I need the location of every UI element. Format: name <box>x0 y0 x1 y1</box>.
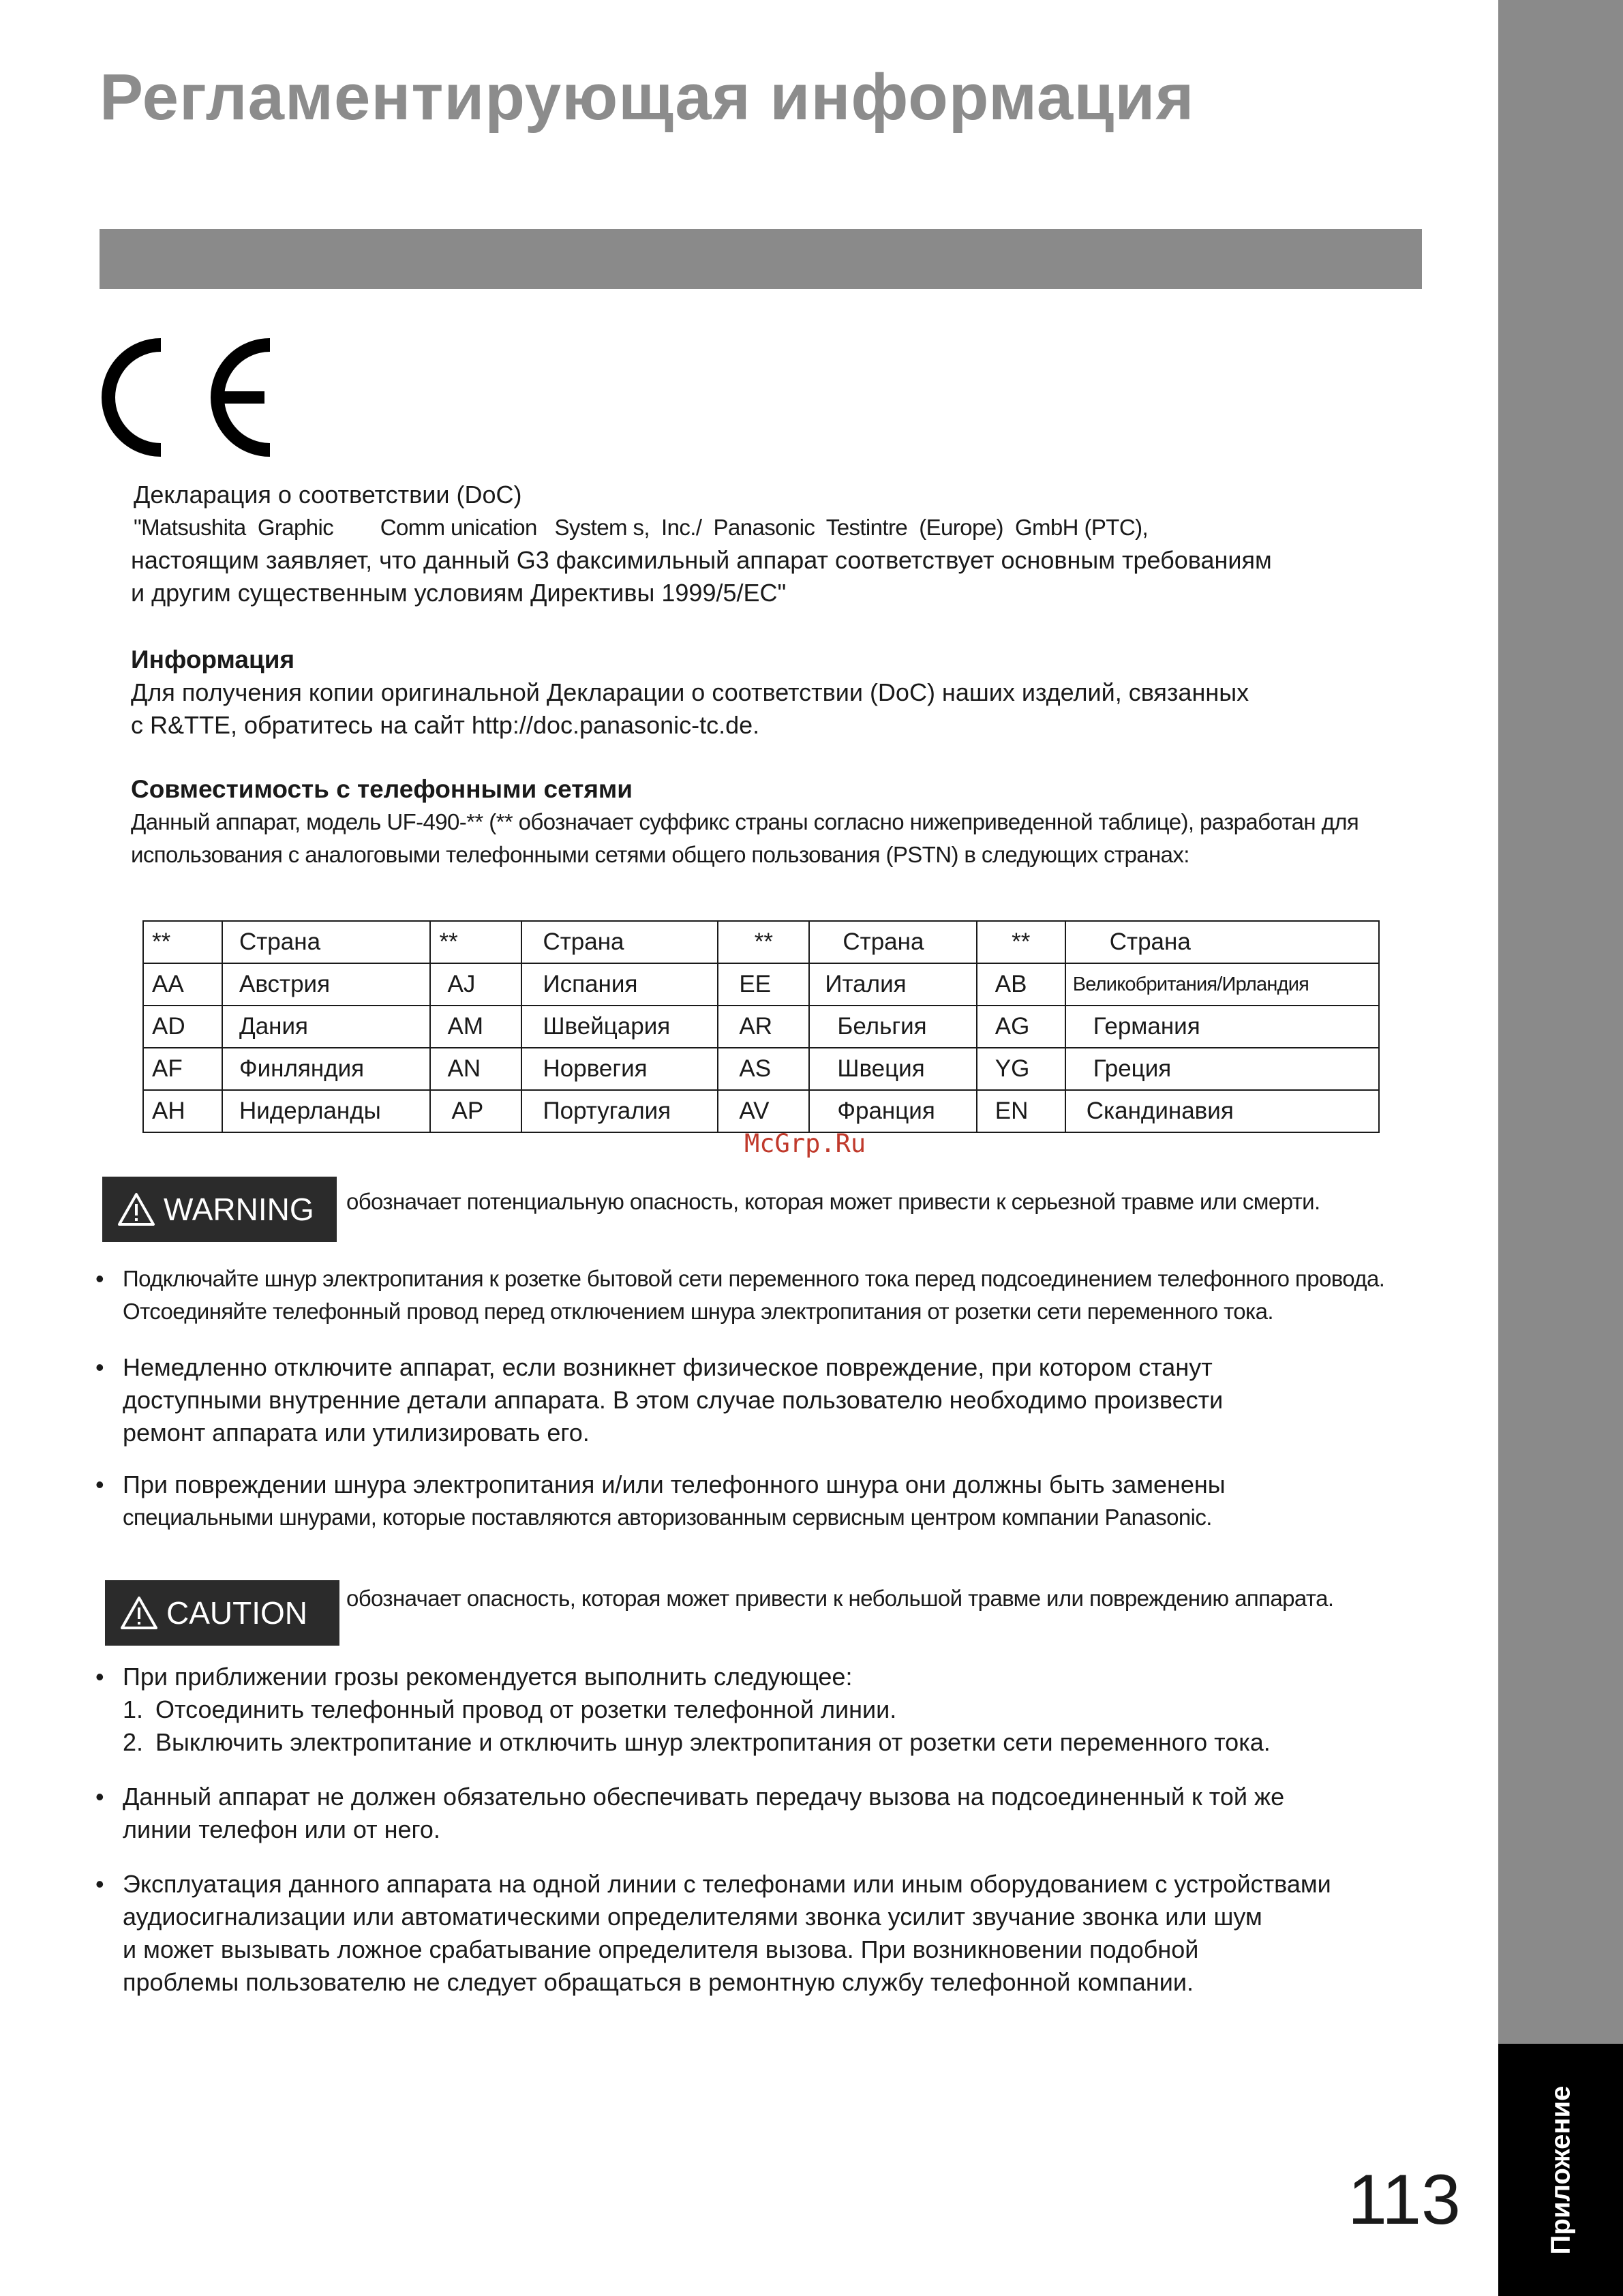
warning-bullet-3-line-1: • При повреждении шнура электропитания и/или телефонного шнура они должны быть заменены <box>123 1470 1226 1498</box>
caution-bullet-3-line-1: • Эксплуатация данного аппарата на одной линии с телефонами или иным оборудованием с устройствами <box>123 1870 1331 1898</box>
warning-label-text: WARNING <box>164 1192 314 1227</box>
declaration-line-2: настоящим заявляет, что данный G3 факсимильный аппарат соответствует основным требованиям <box>131 546 1272 574</box>
information-line-2: с R&TTE, обратитесь на сайт http://doc.panasonic-tc.de. <box>131 711 760 739</box>
country-code: AD <box>143 1006 222 1048</box>
caution-bullet-3-line-2: аудиосигнализации или автоматическими определителями звонка усилит звучание звонка или шум <box>123 1903 1262 1931</box>
item-number: 1. <box>123 1695 144 1723</box>
caution-triangle-icon <box>120 1596 158 1630</box>
warning-label <box>102 1177 337 1242</box>
declaration-line-3: и другим существенным условиям Директивы 1999/5/EC" <box>131 579 787 607</box>
sidebar-tab-label: Приложение <box>1545 2085 1576 2254</box>
title-divider-bar <box>100 229 1422 289</box>
compatibility-line-1: Данный аппарат, модель UF-490-** (** обозначает суффикс страны согласно нижеприведенной таблице), разработан для <box>131 809 1359 834</box>
country-code: EN <box>977 1090 1065 1132</box>
country-name: Испания <box>521 963 718 1006</box>
country-name: Франция <box>809 1090 976 1132</box>
caution-bullet-2-line-2: линии телефон или от него. <box>123 1815 440 1843</box>
caution-bullet-2-line-1: • Данный аппарат не должен обязательно обеспечивать передачу вызова на подсоединенный к той же <box>123 1783 1285 1811</box>
header-country: Страна <box>222 921 430 963</box>
country-code: AR <box>718 1006 809 1048</box>
table-row <box>143 1006 1379 1048</box>
country-code: AA <box>143 963 222 1006</box>
caution-bullet-1 <box>123 1661 1271 1759</box>
country-code: EE <box>718 963 809 1006</box>
table-row <box>143 963 1379 1006</box>
compatibility-heading: Совместимость с телефонными сетями <box>131 775 633 803</box>
country-name: Финляндия <box>222 1048 430 1090</box>
sidebar-strip <box>1498 0 1623 2296</box>
warning-bullet-3-line-2: специальными шнурами, которые поставляются авторизованным сервисным центром компании Panasonic. <box>123 1505 1212 1530</box>
warning-bullet-1 <box>123 1263 1384 1328</box>
country-name: Греция <box>1065 1048 1379 1090</box>
warning-bullet-1-line-1: • Подключайте шнур электропитания к розетке бытовой сети переменного тока перед подсоединением телефонного провода. <box>123 1266 1385 1291</box>
item-text: Отсоединить телефонный провод от розетки телефонной линии. <box>155 1695 897 1723</box>
country-code: AN <box>430 1048 521 1090</box>
country-name: Австрия <box>222 963 430 1006</box>
declaration-text <box>134 511 1148 544</box>
country-name: Швеция <box>809 1048 976 1090</box>
country-code: AF <box>143 1048 222 1090</box>
sidebar-tab-label-wrap <box>1498 2051 1623 2289</box>
ce-mark-icon <box>100 333 284 462</box>
country-name: Нидерланды <box>222 1090 430 1132</box>
table-header-row <box>143 921 1379 963</box>
header-country: Страна <box>521 921 718 963</box>
country-code: AH <box>143 1090 222 1132</box>
caution-bullet-2 <box>123 1781 1284 1846</box>
country-code: AG <box>977 1006 1065 1048</box>
information-section <box>131 644 1249 742</box>
table-row <box>143 1090 1379 1132</box>
country-code: YG <box>977 1048 1065 1090</box>
caution-label-text: CAUTION <box>166 1595 307 1631</box>
caution-bullet-3-line-4: проблемы пользователю не следует обращаться в ремонтную службу телефонной компании. <box>123 1968 1194 1996</box>
country-name: Италия <box>809 963 976 1006</box>
warning-triangle-icon <box>117 1192 155 1226</box>
warning-bullet-2 <box>123 1351 1223 1449</box>
header-country: Страна <box>809 921 976 963</box>
country-name: Бельгия <box>809 1006 976 1048</box>
country-name: Германия <box>1065 1006 1379 1048</box>
watermark-text: McGrp.Ru <box>744 1129 866 1158</box>
warning-description: обозначает потенциальную опасность, которая может привести к серьезной травме или смерти. <box>346 1189 1320 1214</box>
warning-bullet-2-line-3: ремонт аппарата или утилизировать его. <box>123 1419 590 1447</box>
header-code: ** <box>977 921 1065 963</box>
caution-numbered-item-2 <box>123 1726 1271 1759</box>
country-name: Норвегия <box>521 1048 718 1090</box>
warning-bullet-2-line-2: доступными внутренние детали аппарата. В этом случае пользователю необходимо произвести <box>123 1386 1224 1414</box>
country-table <box>142 920 1380 1133</box>
header-country: Страна <box>1065 921 1379 963</box>
warning-bullet-1-line-2: Отсоединяйте телефонный провод перед отключением шнура электропитания от розетки сети переменного тока. <box>123 1299 1273 1324</box>
country-name: Скандинавия <box>1065 1090 1379 1132</box>
caution-numbered-item-1 <box>123 1693 1271 1726</box>
information-line-1: Для получения копии оригинальной Декларации о соответствии (DoC) наших изделий, связанных <box>131 678 1249 706</box>
page-number: 113 <box>1348 2160 1461 2239</box>
country-name: Португалия <box>521 1090 718 1132</box>
warning-bullet-2-line-1: • Немедленно отключите аппарат, если возникнет физическое повреждение, при котором станут <box>123 1353 1213 1381</box>
header-code: ** <box>430 921 521 963</box>
declaration-line-1: "Matsushita Graphic Comm unication System s, Inc./ Panasonic Testintre (Europe) GmbH (PTC), <box>134 515 1149 540</box>
warning-bullet-3 <box>123 1468 1226 1534</box>
page-title: Регламентирующая информация <box>100 61 1195 134</box>
declaration-text-2 <box>131 544 1272 609</box>
table-row <box>143 1048 1379 1090</box>
declaration-heading: Декларация о соответствии (DoC) <box>134 481 522 509</box>
caution-bullet-3-line-3: и может вызывать ложное срабатывание определителя вызова. При возникновении подобной <box>123 1935 1199 1963</box>
declaration-section <box>134 479 521 511</box>
item-number: 2. <box>123 1728 144 1756</box>
header-code: ** <box>143 921 222 963</box>
country-code: AJ <box>430 963 521 1006</box>
country-code: AV <box>718 1090 809 1132</box>
caution-description: обозначает опасность, которая может привести к небольшой травме или повреждению аппарата. <box>346 1586 1334 1611</box>
country-code: AS <box>718 1048 809 1090</box>
caution-label <box>105 1580 339 1646</box>
country-code: AP <box>430 1090 521 1132</box>
country-name: Великобритания/Ирландия <box>1065 963 1379 1006</box>
country-code: AB <box>977 963 1065 1006</box>
country-name: Дания <box>222 1006 430 1048</box>
compatibility-section <box>131 773 1359 871</box>
country-code: AM <box>430 1006 521 1048</box>
information-heading: Информация <box>131 646 295 674</box>
caution-bullet-3 <box>123 1868 1331 1999</box>
country-name: Швейцария <box>521 1006 718 1048</box>
item-text: Выключить электропитание и отключить шнур электропитания от розетки сети переменного тока. <box>155 1728 1271 1756</box>
compatibility-line-2: использования с аналоговыми телефонными сетями общего пользования (PSTN) в следующих странах: <box>131 842 1189 867</box>
caution-bullet-1-line-1: • При приближении грозы рекомендуется выполнить следующее: <box>123 1663 853 1691</box>
header-code: ** <box>718 921 809 963</box>
